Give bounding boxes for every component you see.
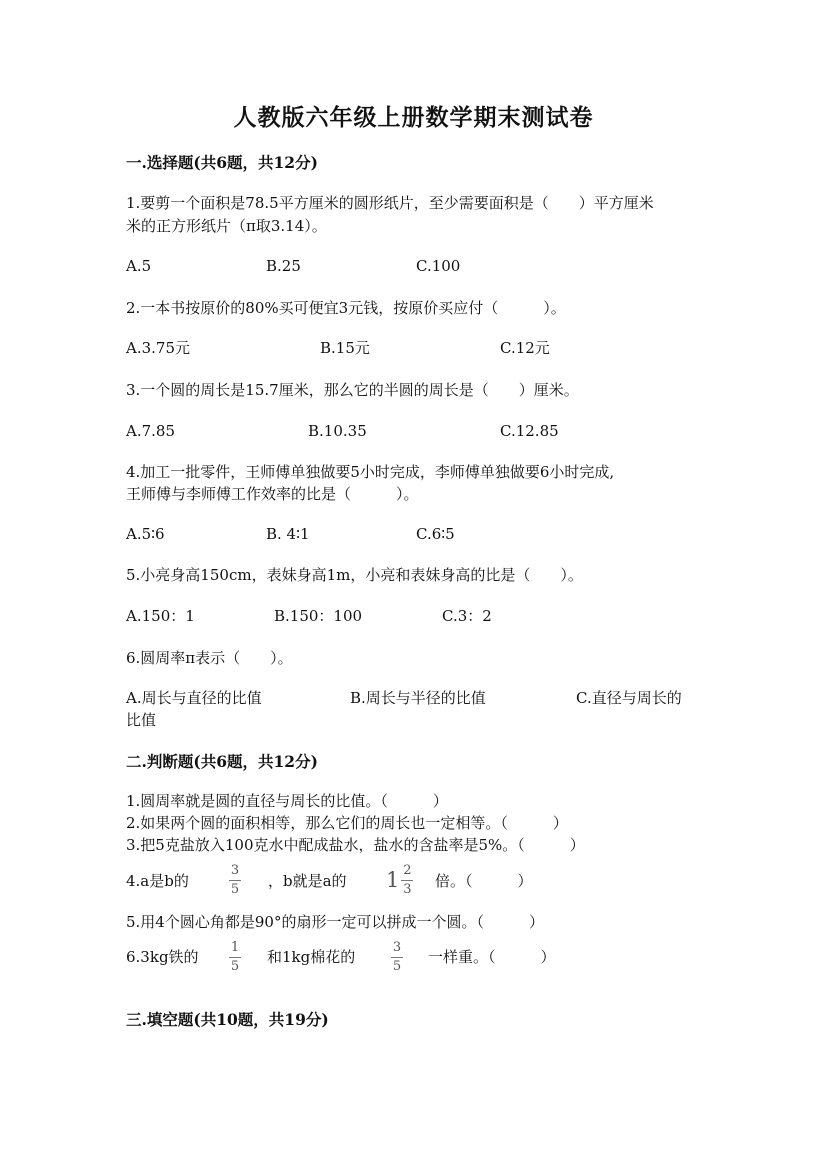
judge-question-4-part-2: ，b就是a的 [268, 872, 347, 890]
question-2: 2.一本书按原价的80%买可便宜3元钱，按原价买应付（ ）。 [126, 299, 566, 317]
fraction-denominator: 3 [403, 882, 412, 897]
judge-question-3: 3.把5克盐放入100克水中配成盐水，盐水的含盐率是5%。（ ） [126, 836, 585, 854]
question-5-option-c: C.3：2 [442, 607, 492, 625]
fraction-bar [229, 880, 241, 881]
question-1-option-b: B.25 [266, 257, 301, 275]
fraction-bar [401, 880, 413, 881]
question-3: 3.一个圆的周长是15.7厘米，那么它的半圆的周长是（ ）厘米。 [126, 381, 579, 399]
question-6-option-a: A.周长与直径的比值 [126, 689, 262, 707]
judge-question-5: 5.用4个圆心角都是90°的扇形一定可以拼成一个圆。（ ） [126, 913, 544, 931]
question-4-option-a: A.5∶6 [126, 525, 165, 543]
question-6-option-b: B.周长与半径的比值 [350, 689, 486, 707]
question-3-option-c: C.12.85 [500, 422, 559, 440]
judge-question-4-part-3: 倍。（ ） [435, 872, 533, 890]
fraction-bar [229, 957, 241, 958]
fraction-three-fifths-2 [391, 941, 403, 973]
fraction-denominator: 5 [392, 959, 402, 974]
fraction-denominator: 5 [230, 882, 240, 897]
mixed-number-fraction [401, 864, 413, 896]
judge-question-1: 1.圆周率就是圆的直径与周长的比值。（ ） [126, 792, 448, 810]
question-1-option-c: C.100 [416, 257, 461, 275]
page-title: 人教版六年级上册数学期末测试卷 [233, 104, 594, 131]
judge-question-6-part-1: 6.3kg铁的 [126, 948, 199, 966]
question-6-option-c-continued: 比值 [126, 711, 157, 729]
mixed-number-whole: 1 [386, 868, 400, 892]
fraction-bar [391, 957, 403, 958]
question-4-option-c: C.6∶5 [416, 525, 455, 543]
section-heading-fill-in: 三.填空题(共10题，共19分) [126, 1010, 329, 1029]
question-5-option-a: A.150：1 [126, 607, 195, 625]
question-1-option-a: A.5 [126, 257, 152, 275]
judge-question-6-part-2: 和1kg棉花的 [267, 948, 356, 966]
fraction-three-fifths [229, 864, 241, 896]
section-heading-true-false: 二.判断题(共6题，共12分) [126, 752, 318, 771]
judge-question-2: 2.如果两个圆的面积相等，那么它们的周长也一定相等。（ ） [126, 814, 568, 832]
fraction-denominator: 5 [230, 959, 240, 974]
question-3-option-a: A.7.85 [126, 422, 175, 440]
question-6: 6.圆周率π表示（ ）。 [126, 649, 293, 667]
fraction-numerator: 3 [230, 863, 240, 878]
fraction-numerator: 2 [403, 863, 412, 878]
question-4-option-b: B. 4∶1 [266, 525, 310, 543]
question-2-option-a: A.3.75元 [126, 339, 190, 357]
fraction-numerator: 3 [392, 940, 402, 955]
question-2-option-b: B.15元 [320, 339, 370, 357]
question-4-line-2: 王师傅与李师傅工作效率的比是（ ）。 [126, 485, 419, 503]
judge-question-6-part-3: 一样重。（ ） [428, 948, 556, 966]
fraction-one-fifth [229, 941, 241, 973]
question-3-option-b: B.10.35 [308, 422, 367, 440]
section-heading-choice: 一.选择题(共6题，共12分) [126, 153, 318, 172]
question-5-option-b: B.150：100 [274, 607, 363, 625]
question-1-line-2: 米的正方形纸片（π取3.14）。 [126, 217, 327, 235]
question-6-option-c: C.直径与周长的 [576, 689, 682, 707]
judge-question-4-part-1: 4.a是b的 [126, 872, 189, 890]
question-2-option-c: C.12元 [500, 339, 550, 357]
mixed-number-one-and-two-thirds [386, 864, 413, 896]
question-4-line-1: 4.加工一批零件，王师傅单独做要5小时完成，李师傅单独做要6小时完成, [126, 463, 615, 481]
question-5: 5.小亮身高150cm，表妹身高1m，小亮和表妹身高的比是（ ）。 [126, 566, 583, 584]
question-1-line-1: 1.要剪一个面积是78.5平方厘米的圆形纸片，至少需要面积是（ ）平方厘米 [126, 194, 654, 212]
fraction-numerator: 1 [230, 940, 240, 955]
